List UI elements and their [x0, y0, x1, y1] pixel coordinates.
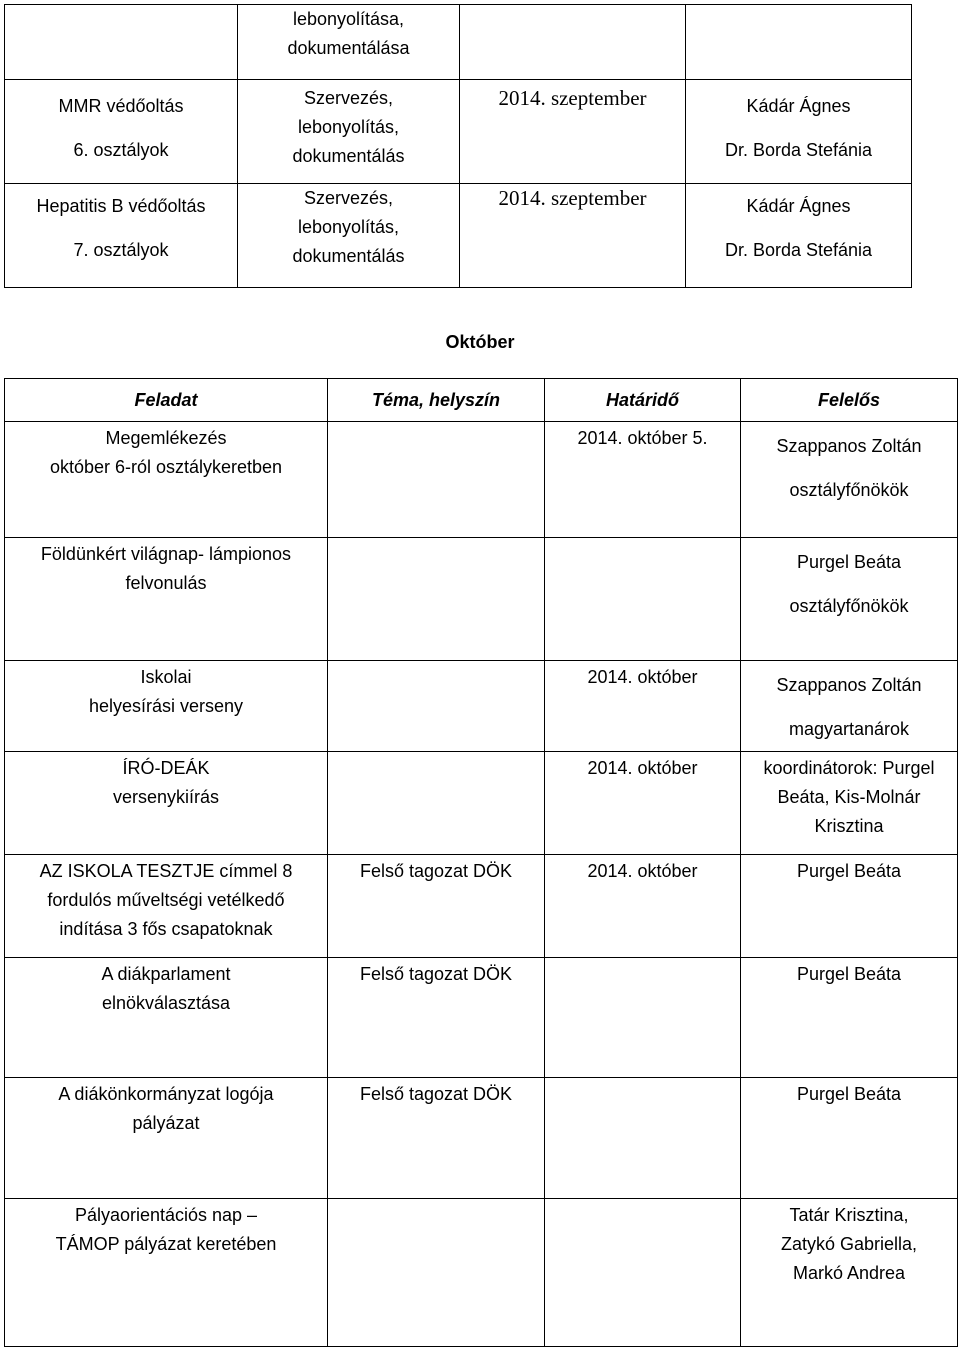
cell-line: osztályfőnökök [789, 480, 909, 500]
cell-line: koordinátorok: Purgel [763, 758, 935, 778]
table-row [5, 80, 912, 184]
cell-line: Pályaorientációs nap – [74, 1205, 258, 1225]
feladat-cell [5, 80, 238, 184]
cell-line: helyesírási verseny [88, 696, 244, 716]
tema-cell [238, 184, 460, 288]
tema-cell [328, 958, 545, 1078]
cell-line: Purgel Beáta [796, 1084, 902, 1104]
cell-line: Kádár Ágnes [746, 196, 851, 216]
hatarido-cell [460, 5, 686, 80]
cell-line: dokumentálás [292, 146, 405, 166]
cell-line: 2014. szeptember [498, 86, 647, 110]
table-row [5, 5, 912, 80]
cell-line: dokumentálás [292, 246, 405, 266]
tema-cell [328, 661, 545, 752]
hatarido-cell [545, 752, 741, 855]
table-row [5, 855, 958, 958]
table-row [5, 1078, 958, 1199]
cell-line: MMR védőoltás [58, 96, 184, 116]
tema-cell [238, 5, 460, 80]
cell-line: magyartanárok [788, 719, 910, 739]
header-hatarido: Határidő [545, 379, 741, 422]
cell-line: Felső tagozat DÖK [359, 1084, 513, 1104]
felelos-cell [741, 661, 958, 752]
table-row [5, 184, 912, 288]
hatarido-cell [545, 855, 741, 958]
cell-line: felvonulás [125, 573, 207, 593]
cell-line: Szervezés, [303, 188, 394, 208]
cell-line: TÁMOP pályázat keretében [55, 1234, 277, 1254]
feladat-cell [5, 538, 328, 661]
cell-line: október 6-ról osztálykeretben [49, 457, 283, 477]
cell-line: Földünkért világnap- lámpionos [40, 544, 292, 564]
tema-cell [238, 80, 460, 184]
felelos-cell [741, 1199, 958, 1347]
cell-line: Szervezés, [303, 88, 394, 108]
tema-cell [328, 422, 545, 538]
cell-line: Szappanos Zoltán [776, 675, 922, 695]
cell-line: Iskolai [140, 667, 192, 687]
tema-cell [328, 1199, 545, 1347]
felelos-cell [741, 752, 958, 855]
table-row [5, 1199, 958, 1347]
feladat-cell [5, 184, 238, 288]
hatarido-cell [545, 958, 741, 1078]
cell-line: Beáta, Kis-Molnár [777, 787, 921, 807]
felelos-cell [741, 958, 958, 1078]
hatarido-cell [545, 422, 741, 538]
cell-line: elnökválasztása [101, 993, 231, 1013]
cell-line: Markó Andrea [792, 1263, 906, 1283]
cell-line: Felső tagozat DÖK [359, 861, 513, 881]
felelos-cell [741, 1078, 958, 1199]
cell-line: osztályfőnökök [789, 596, 909, 616]
felelos-cell [686, 184, 912, 288]
hatarido-cell [545, 661, 741, 752]
cell-line: lebonyolítás, [297, 117, 400, 137]
cell-line: 2014. október 5. [577, 428, 708, 448]
header-row [5, 379, 958, 422]
cell-line: Megemlékezés [105, 428, 227, 448]
felelos-cell [741, 855, 958, 958]
cell-line: 7. osztályok [73, 240, 169, 260]
hatarido-cell [460, 184, 686, 288]
feladat-cell [5, 958, 328, 1078]
cell-line: Dr. Borda Stefánia [724, 240, 873, 260]
header-feladat: Feladat [5, 379, 328, 422]
cell-line: 2014. október [587, 758, 698, 778]
felelos-cell [741, 538, 958, 661]
cell-line: dokumentálása [287, 38, 410, 58]
cell-line: Zatykó Gabriella, [780, 1234, 918, 1254]
feladat-cell [5, 661, 328, 752]
tema-cell [328, 855, 545, 958]
table-row [5, 538, 958, 661]
feladat-cell [5, 1199, 328, 1347]
cell-line: Felső tagozat DÖK [359, 964, 513, 984]
hatarido-cell [460, 80, 686, 184]
feladat-cell [5, 855, 328, 958]
tema-cell [328, 538, 545, 661]
table-row [5, 752, 958, 855]
cell-line: Purgel Beáta [796, 552, 902, 572]
hatarido-cell [545, 1199, 741, 1347]
cell-line: Purgel Beáta [796, 964, 902, 984]
feladat-cell [5, 422, 328, 538]
cell-line: Hepatitis B védőoltás [36, 196, 206, 216]
top-schedule-table [4, 4, 912, 288]
header-tema: Téma, helyszín [328, 379, 545, 422]
felelos-cell [741, 422, 958, 538]
table-row [5, 661, 958, 752]
cell-line: Purgel Beáta [796, 861, 902, 881]
cell-line: 2014. október [587, 861, 698, 881]
cell-line: Kádár Ágnes [746, 96, 851, 116]
cell-line: versenykiírás [112, 787, 220, 807]
table-row [5, 958, 958, 1078]
felelos-cell [686, 5, 912, 80]
tema-cell [328, 752, 545, 855]
cell-line: A diákparlament [101, 964, 231, 984]
cell-line: Tatár Krisztina, [789, 1205, 909, 1225]
cell-line: Dr. Borda Stefánia [724, 140, 873, 160]
feladat-cell [5, 1078, 328, 1199]
hatarido-cell [545, 1078, 741, 1199]
cell-line: 2014. szeptember [498, 186, 647, 210]
header-felelos: Felelős [741, 379, 958, 422]
october-schedule-table [4, 378, 958, 1347]
feladat-cell [5, 5, 238, 80]
month-title: Október [445, 332, 515, 352]
cell-line: AZ ISKOLA TESZTJE címmel 8 [39, 861, 293, 881]
cell-line: lebonyolítás, [297, 217, 400, 237]
cell-line: Szappanos Zoltán [776, 436, 922, 456]
feladat-cell [5, 752, 328, 855]
felelos-cell [686, 80, 912, 184]
cell-line: indítása 3 fős csapatoknak [59, 919, 273, 939]
hatarido-cell [545, 538, 741, 661]
cell-line: 2014. október [587, 667, 698, 687]
cell-line: Krisztina [814, 816, 884, 836]
cell-line: 6. osztályok [73, 140, 169, 160]
cell-line: A diákönkormányzat logója [58, 1084, 274, 1104]
cell-line: fordulós műveltségi vetélkedő [47, 890, 285, 910]
cell-line: lebonyolítása, [292, 9, 405, 29]
table-row [5, 422, 958, 538]
cell-line: ÍRÓ-DEÁK [122, 758, 210, 778]
tema-cell [328, 1078, 545, 1199]
cell-line: pályázat [132, 1113, 200, 1133]
